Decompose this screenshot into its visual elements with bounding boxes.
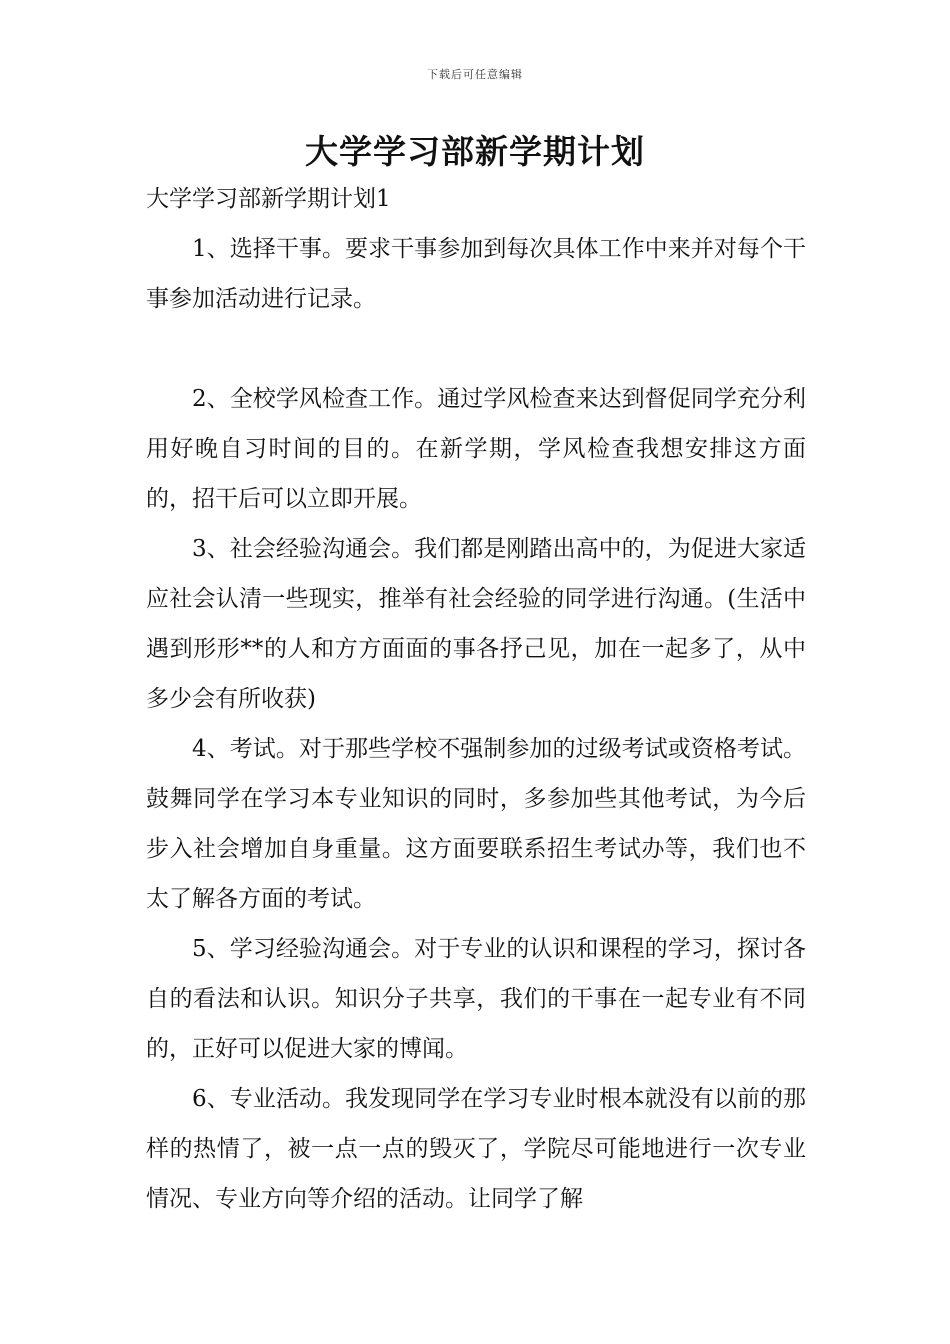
header-note: 下载后可任意编辑 — [427, 68, 523, 81]
paragraph-2: 2、全校学风检查工作。通过学风检查来达到督促同学充分利用好晚自习时间的目的。在新学期，学风检查我想安排这方面的，招干后可以立即开展。 — [146, 386, 806, 512]
paragraph-5: 5、学习经验沟通会。对于专业的认识和课程的学习，探讨各自的看法和认识。知识分子共享，我们的干事在一起专业有不同的，正好可以促进大家的博闻。 — [146, 936, 806, 1062]
section-subtitle: 大学学习部新学期计划1 — [146, 186, 391, 212]
document-title: 大学学习部新学期计划 — [305, 132, 645, 171]
paragraph-1: 1、选择干事。要求干事参加到每次具体工作中来并对每个干事参加活动进行记录。 — [146, 236, 806, 312]
paragraph-spacer — [146, 324, 806, 374]
paragraph-6: 6、专业活动。我发现同学在学习专业时根本就没有以前的那样的热情了，被一点一点的毁灭了，学院尽可能地进行一次专业情况、专业方向等介绍的活动。让同学了解 — [146, 1086, 806, 1212]
paragraph-4: 4、考试。对于那些学校不强制参加的过级考试或资格考试。鼓舞同学在学习本专业知识的同时，多参加些其他考试，为今后步入社会增加自身重量。这方面要联系招生考试办等，我们也不太了解各方面的考试。 — [146, 736, 806, 912]
paragraph-3: 3、社会经验沟通会。我们都是刚踏出高中的，为促进大家适应社会认清一些现实，推举有社会经验的同学进行沟通。(生活中遇到形形**的人和方方面面的事各抒己见，加在一起多了，从中多少会有所收获) — [146, 536, 806, 712]
document-body — [146, 174, 806, 1224]
